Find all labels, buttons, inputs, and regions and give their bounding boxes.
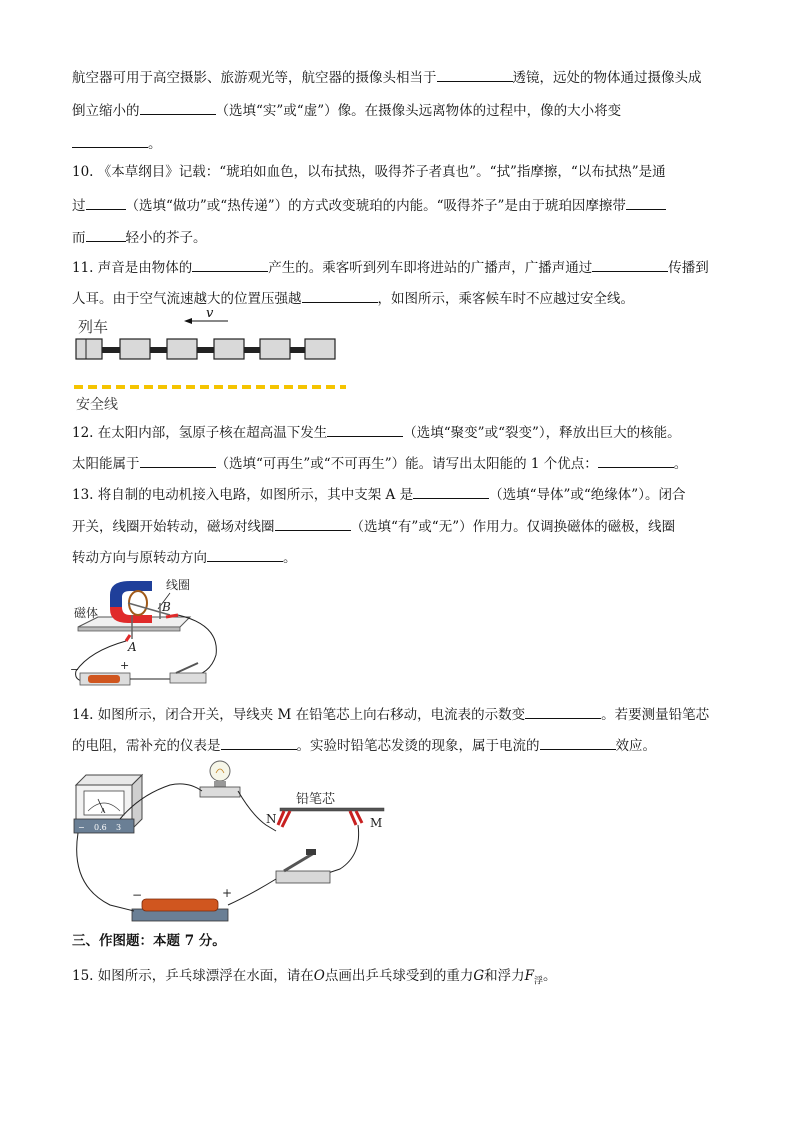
train-coupling-bar: [76, 347, 334, 353]
magnet-label: 磁体: [74, 606, 99, 620]
clip-m-icon: [350, 811, 362, 825]
switch-base: [276, 871, 330, 883]
q10-line2: 过 （选填“做功”或“热传递”）的方式改变琥珀的内能。“吸得芥子”是由于琥珀因摩擦带: [72, 194, 666, 216]
symbol-g: G: [473, 968, 485, 984]
safety-label: 安全线: [76, 397, 118, 413]
svg-text:3: 3: [116, 823, 122, 832]
q12-blank3[interactable]: [598, 452, 674, 468]
pencil-label: 铅笔芯: [296, 792, 336, 807]
train-car-5: [260, 339, 290, 359]
train-car-2: [120, 339, 150, 359]
coil: [129, 591, 147, 615]
q13-line3: 转动方向与原转动方向 。: [72, 546, 297, 568]
velocity-label: v: [206, 306, 214, 321]
q9-line1: 航空器可用于高空摄影、旅游观光等，航空器的摄像头相当于 透镜，远处的物体通过摄像头成: [72, 66, 702, 88]
bulb-holder: [200, 787, 240, 797]
q9-line2: 倒立缩小的 （选填“实”或“虚”）像。在摄像头远离物体的过程中，像的大小将变: [72, 99, 621, 121]
q11-blank3[interactable]: [302, 287, 378, 303]
wire-m-switch: [328, 825, 359, 873]
q10-line1: 10. 《本草纲目》记载：“琥珀如血色，以布拭热，吸得芥子者真也”。“拭”指摩擦，“以布拭热”是通: [72, 164, 666, 180]
motor-figure: [70, 575, 230, 691]
q14-blank3[interactable]: [540, 734, 616, 750]
wire-meter-battery: [77, 833, 134, 911]
switch-lever-icon: [176, 663, 198, 673]
q11-line1: 11. 声音是由物体的 产生的。乘客听到列车即将进站的广播声，广播声通过 传播到: [72, 256, 709, 278]
switch-base: [170, 673, 206, 683]
train-car-3: [167, 339, 197, 359]
train-car-6: [305, 339, 335, 359]
q14-line1: 14. 如图所示，闭合开关，导线夹 M 在铅笔芯上向右移动，电流表的示数变 。若要测量铅笔芯: [72, 703, 709, 725]
q12-blank2[interactable]: [140, 452, 216, 468]
battery-icon: [88, 675, 120, 683]
q15-line1: 15. 如图所示，乒乓球漂浮在水面，请在O点画出乒乓球受到的重力G和浮力$F_浮$。: [72, 968, 557, 987]
bulb-icon: [210, 761, 230, 781]
q12-line1: 12. 在太阳内部，氢原子核在超高温下发生 （选填“聚变”或“裂变”），释放出巨大的核能。: [72, 421, 681, 443]
wire-switch-battery: [228, 879, 276, 905]
q10-blank1[interactable]: [86, 194, 126, 210]
q13-blank1[interactable]: [413, 483, 489, 499]
clip-b-icon: [166, 615, 178, 617]
svg-text:A: A: [101, 808, 106, 815]
switch-lever-icon: [284, 853, 314, 871]
q9-line3: 。: [72, 132, 162, 154]
symbol-f-sub: 浮: [534, 976, 544, 987]
clip-n-icon: [278, 811, 290, 827]
q13-blank3[interactable]: [207, 546, 283, 562]
q12-blank1[interactable]: [327, 421, 403, 437]
train-label: 列车: [78, 318, 109, 336]
pencil-lead: [280, 808, 384, 811]
clip-n-label: N: [266, 812, 277, 826]
point-o: O: [313, 968, 325, 984]
clip-m-label: M: [370, 816, 383, 830]
wire-right: [178, 615, 216, 677]
svg-text:+: +: [222, 886, 233, 900]
q9-blank3[interactable]: [72, 132, 148, 148]
q14-blank1[interactable]: [525, 703, 601, 719]
q13-blank2[interactable]: [275, 515, 351, 531]
svg-text:−: −: [78, 823, 85, 832]
q11-line2: 人耳。由于空气流速越大的位置压强越 ，如图所示，乘客候车时不应越过安全线。: [72, 287, 634, 309]
q10-line3: 而 轻小的芥子。: [72, 226, 207, 248]
svg-text:0.6: 0.6: [94, 823, 107, 832]
support-b-label: B: [162, 600, 171, 614]
arrow-head-icon: [184, 318, 192, 324]
support-a-label: A: [128, 640, 137, 654]
q10-blank2[interactable]: [626, 194, 666, 210]
svg-text:−: −: [70, 663, 80, 676]
q13-line1: 13. 将自制的电动机接入电路，如图所示，其中支架 A 是 （选填“导体”或“绝缘体”）。闭合: [72, 483, 685, 505]
q13-line2: 开关，线圈开始转动，磁场对线圈 （选填“有”或“无”）作用力。仅调换磁体的磁极，线圈: [72, 515, 675, 537]
symbol-f: F: [524, 968, 535, 984]
q10-blank3[interactable]: [86, 226, 126, 242]
train-car-4: [214, 339, 244, 359]
q14-blank2[interactable]: [221, 734, 297, 750]
circuit-figure: [70, 755, 390, 925]
coil-label: 线圈: [166, 578, 191, 592]
q11-blank2[interactable]: [592, 256, 668, 272]
q9-blank2[interactable]: [140, 99, 216, 115]
q9-blank1[interactable]: [437, 66, 513, 82]
q11-blank1[interactable]: [192, 256, 268, 272]
train-car-1: [76, 339, 102, 359]
battery-icon: [142, 899, 218, 911]
train-figure: [70, 305, 360, 415]
svg-text:+: +: [120, 659, 130, 672]
svg-text:−: −: [132, 888, 143, 902]
q14-line2: 的电阻，需补充的仪表是 。实验时铅笔芯发烫的现象，属于电流的 效应。: [72, 734, 656, 756]
q12-line2: 太阳能属于 （选填“可再生”或“不可再生”）能。请写出太阳能的 1 个优点： 。: [72, 452, 687, 474]
section3-title: 三、作图题：本题 7 分。: [72, 933, 226, 949]
